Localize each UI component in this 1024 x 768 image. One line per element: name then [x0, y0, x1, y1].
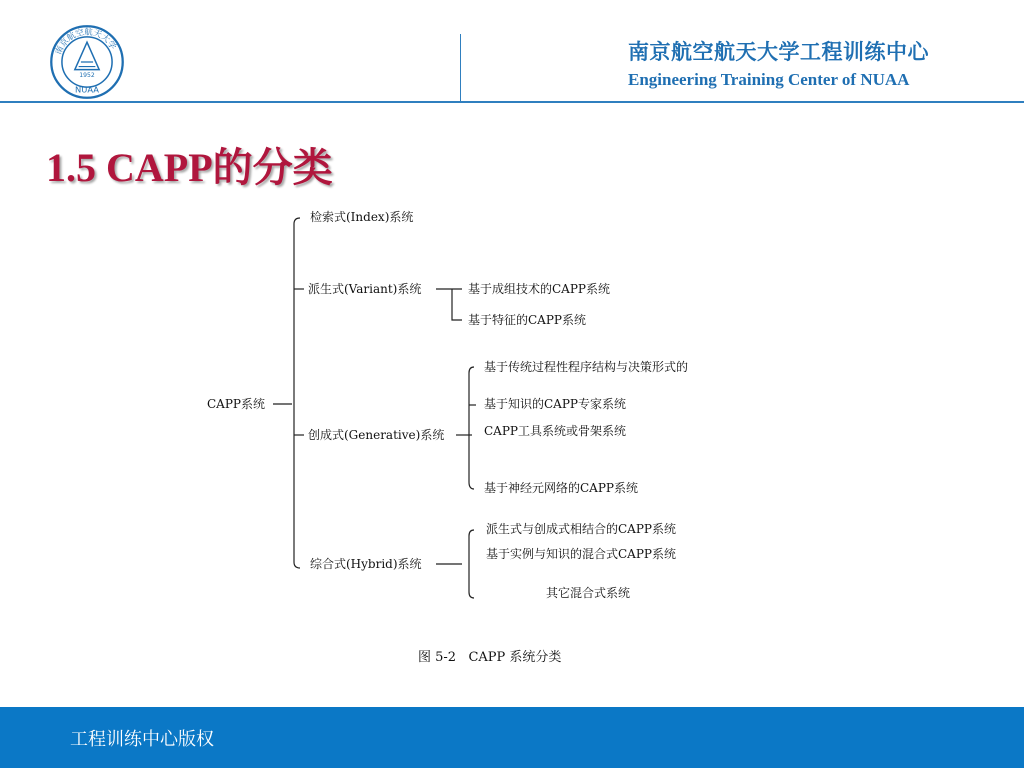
figure-caption: 图 5-2 CAPP 系统分类	[418, 650, 562, 665]
footer-copyright: 工程训练中心版权	[70, 729, 214, 750]
root-node: CAPP系统	[207, 397, 265, 411]
slide-footer	[0, 707, 1024, 768]
category-variant: 派生式(Variant)系统	[308, 282, 422, 296]
generative-child-4: 基于神经元网络的CAPP系统	[484, 481, 638, 495]
hybrid-child-3: 其它混合式系统	[546, 586, 631, 600]
capp-classification-diagram	[0, 195, 1024, 675]
hybrid-child-1: 派生式与创成式相结合的CAPP系统	[486, 522, 676, 536]
logo-abbr: NUAA	[75, 84, 99, 95]
header-rule	[0, 101, 1024, 103]
category-index: 检索式(Index)系统	[310, 210, 414, 224]
org-name-cn: 南京航空航天大学工程训练中心	[628, 40, 929, 64]
variant-child-2: 基于特征的CAPP系统	[468, 313, 586, 327]
logo-ring-text: 南京航空航天大学	[52, 26, 119, 56]
category-hybrid: 综合式(Hybrid)系统	[310, 557, 422, 571]
hybrid-child-2: 基于实例与知识的混合式CAPP系统	[486, 547, 676, 561]
generative-child-2: 基于知识的CAPP专家系统	[484, 397, 626, 411]
category-generative: 创成式(Generative)系统	[308, 428, 445, 442]
generative-child-3: CAPP工具系统或骨架系统	[484, 424, 626, 438]
variant-child-1: 基于成组技术的CAPP系统	[468, 282, 610, 296]
org-name-en: Engineering Training Center of NUAA	[628, 70, 910, 89]
generative-child-1: 基于传统过程性程序结构与决策形式的	[484, 360, 689, 374]
university-logo-icon	[49, 24, 125, 100]
logo-year: 1952	[79, 72, 95, 80]
slide-header	[0, 0, 1024, 104]
header-divider	[460, 34, 461, 102]
slide-title: 1.5 CAPP的分类	[46, 145, 333, 190]
